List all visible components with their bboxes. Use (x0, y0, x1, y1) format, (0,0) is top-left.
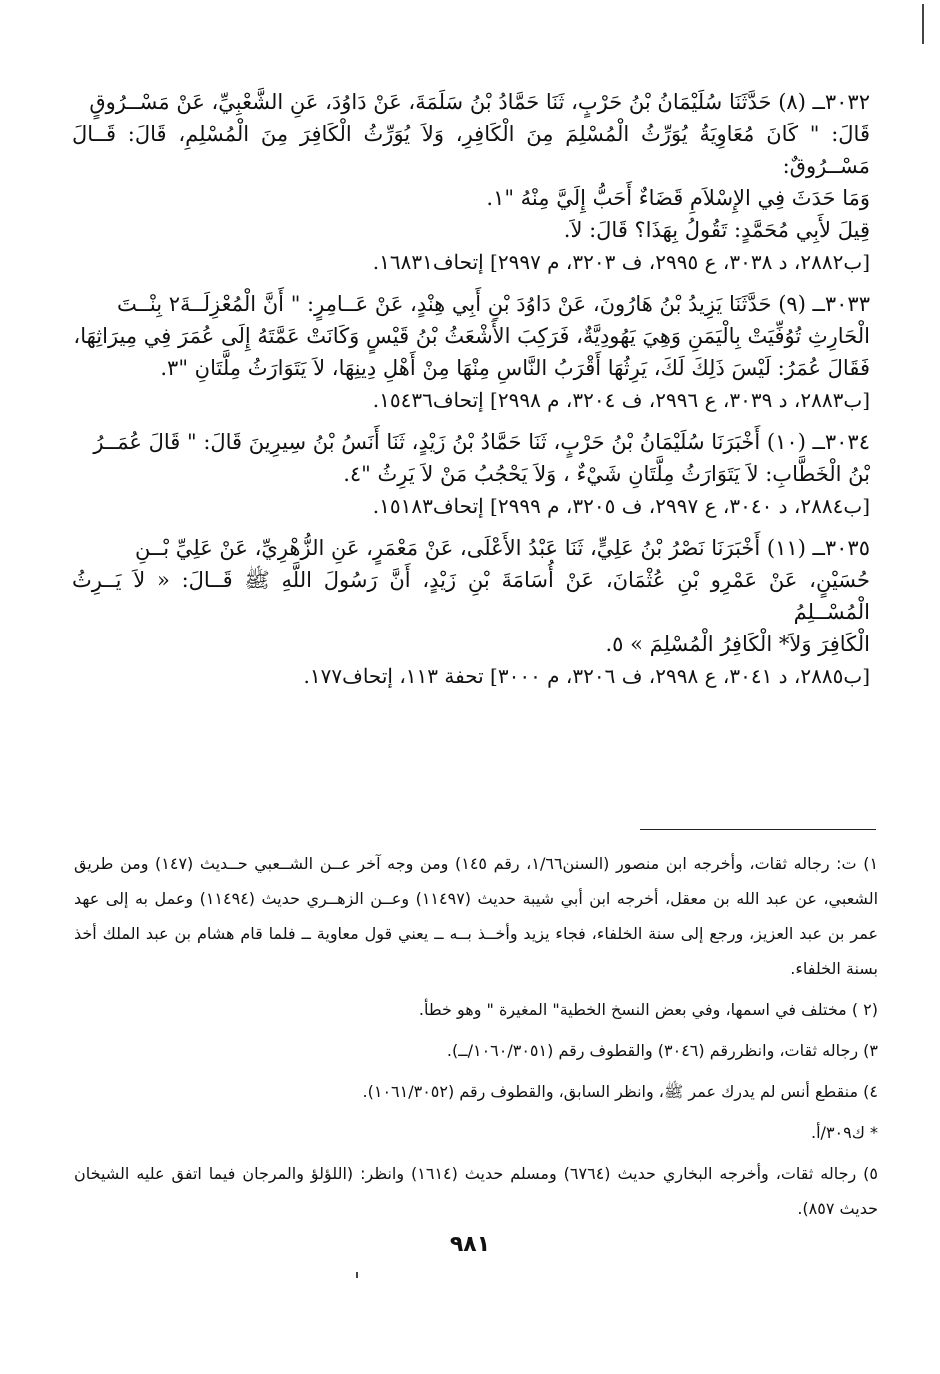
footnotes-block (74, 846, 878, 1232)
scan-speck (356, 1272, 358, 1278)
footnote-1: ١) ت: رجاله ثقات، وأخرجه ابن منصور (السنن١/٦٦، رقم ١٤٥) ومن وجه آخر عــن الشــعبي حــديث (١٤٧) ومن طريق الشعبي، عن عبد الله بن معقل، أخرجه ابن أبي شيبة حديث (١١٤٩٧) وعــن الزهــري حديث (١١٤٩٤) وعمل به إلى عهد عمر بن عبد العزيز، ورجع إلى سنة الخلفاء، فجاء يزيد وأخــذ بــه ــ يعني قول معاوية ــ فلما قام هشام بن عبد الملك أخذ بسنة الخلفاء. (74, 854, 879, 978)
hadith-line: ٣٠٣٥ــ (١١) أَخْبَرَنَا نَصْرُ بْنُ عَلِيٍّ، ثَنَا عَبْدُ الأَعْلَى، عَنْ مَعْمَرٍ، عَنِ الزُّهْرِيِّ، عَنْ عَلِيِّ بْــنِ (134, 536, 870, 560)
footnote-2: (٢ ) مختلف في اسمها، وفي بعض النسخ الخطية" المغيرة " وهو خطأ. (418, 1000, 878, 1019)
footnote-folio: * ك٣٠٩/أ. (811, 1123, 878, 1142)
hadith-reference: [ب٢٨٨٤، د ٣٠٤٠، ع ٢٩٩٧، ف ٣٢٠٥، م ٢٩٩٩] إتحاف١٥١٨٣. (372, 494, 870, 518)
hadith-line: بْنُ الْخَطَّابِ: لاَ يَتَوَارَثُ مِلَّتَانِ شَيْءٌ ، وَلاَ يَحْجُبُ مَنْ لاَ يَرِثُ "٤. (343, 462, 870, 486)
hadith-reference: [ب٢٨٨٢، د ٣٠٣٨، ع ٢٩٩٥، ف ٣٢٠٣، م ٢٩٩٧] إتحاف١٦٨٣١. (372, 250, 870, 274)
footnote-3: ٣) رجاله ثقات، وانظررقم (٣٠٤٦) والقطوف رقم (١٠٦٠/٣٠٥١/ــ). (446, 1041, 878, 1060)
hadith-line: الْحَارِثِ تُوُفِّيَتْ بِالْيَمَنِ وَهِيَ يَهُودِيَّةٌ، فَرَكِبَ الأَشْعَثُ بْنُ قَيْسٍ وَكَانَتْ عَمَّتَهُ إِلَى عُمَرَ فِي مِيرَاثِهَا، (73, 324, 870, 348)
hadith-line: قَالَ: " كَانَ مُعَاوِيَةُ يُوَرِّثُ الْمُسْلِمَ مِنَ الْكَافِرِ، وَلاَ يُوَرِّثُ الْكَافِرَ مِنَ الْمُسْلِمِ، قَالَ: قَــالَ مَسْــرُوقٌ: (72, 122, 870, 178)
hadith-3033 (72, 288, 870, 416)
hadith-line: ٣٠٣٣ــ (٩) حَدَّثَنَا يَزِيدُ بْنُ هَارُونَ، عَنْ دَاوُدَ بْنِ أَبِي هِنْدٍ، عَنْ عَــامِرٍ: " أَنَّ الْمُعْزِلَــةَ٢ بِنْــتَ (116, 292, 870, 316)
hadith-line: فَقَالَ عُمَرُ: لَيْسَ ذَلِكَ لَكَ، يَرِثُهَا أَقْرَبُ النَّاسِ مِنْهَا مِنْ أَهْلِ دِينِهَا، لاَ يَتَوَارَثُ مِلَّتَانِ "٣. (160, 356, 870, 380)
footnote-4: ٤) منقطع أنس لم يدرك عمر ﷺ، وانظر السابق، والقطوف رقم (١٠٦١/٣٠٥٢). (362, 1082, 878, 1101)
hadith-line: حُسَيْنٍ، عَنْ عَمْرِو بْنِ عُثْمَانَ، عَنْ أُسَامَةَ بْنِ زَيْدٍ، أَنَّ رَسُولَ اللَّهِ ﷺ قَــالَ: « لاَ يَــرِثُ الْمُسْــلِمُ (72, 568, 870, 624)
hadith-reference: [ب٢٨٨٥، د ٣٠٤١، ع ٢٩٩٨، ف ٣٢٠٦، م ٣٠٠٠] تحفة ١١٣، إتحاف١٧٧. (303, 664, 870, 688)
hadith-reference: [ب٢٨٨٣، د ٣٠٣٩، ع ٢٩٩٦، ف ٣٢٠٤، م ٢٩٩٨] إتحاف١٥٤٣٦. (372, 388, 870, 412)
footnote-5: ٥) رجاله ثقات، وأخرجه البخاري حديث (٦٧٦٤) ومسلم حديث (١٦١٤) وانظر: (اللؤلؤ والمرجان فيما اتفق عليه الشيخان حديث ٨٥٧). (74, 1164, 878, 1218)
scan-speck (922, 4, 924, 44)
hadith-line: وَمَا حَدَثَ فِي الإِسْلاَمِ قَضَاءٌ أَحَبُّ إِلَيَّ مِنْهُ "١. (486, 186, 870, 210)
hadith-3034 (72, 426, 870, 522)
hadith-3032 (72, 86, 870, 278)
hadith-line: ٣٠٣٤ــ (١٠) أَخْبَرَنَا سُلَيْمَانُ بْنُ حَرْبٍ، ثَنَا حَمَّادُ بْنُ زَيْدٍ، ثَنَا أَنَسُ بْنُ سِيرِينَ قَالَ: " قَالَ عُمَــرُ (93, 430, 870, 454)
hadith-3035 (72, 532, 870, 692)
hadith-line: قِيلَ لأَبِي مُحَمَّدٍ: تَقُولُ بِهَذَا؟ قَالَ: لاَ. (563, 218, 870, 242)
footnote-divider (640, 829, 876, 830)
hadith-text-block (72, 86, 870, 702)
hadith-line: الْكَافِرَ وَلاَ* الْكَافِرُ الْمُسْلِمَ » ٥. (605, 632, 870, 656)
page-number: ٩٨١ (449, 1232, 491, 1257)
hadith-line: ٣٠٣٢ــ (٨) حَدَّثَنَا سُلَيْمَانُ بْنُ حَرْبٍ، ثَنَا حَمَّادُ بْنُ سَلَمَةَ، عَنْ دَاوُدَ، عَنِ الشَّعْبِيِّ، عَنْ مَسْــرُوقٍ (89, 90, 870, 114)
